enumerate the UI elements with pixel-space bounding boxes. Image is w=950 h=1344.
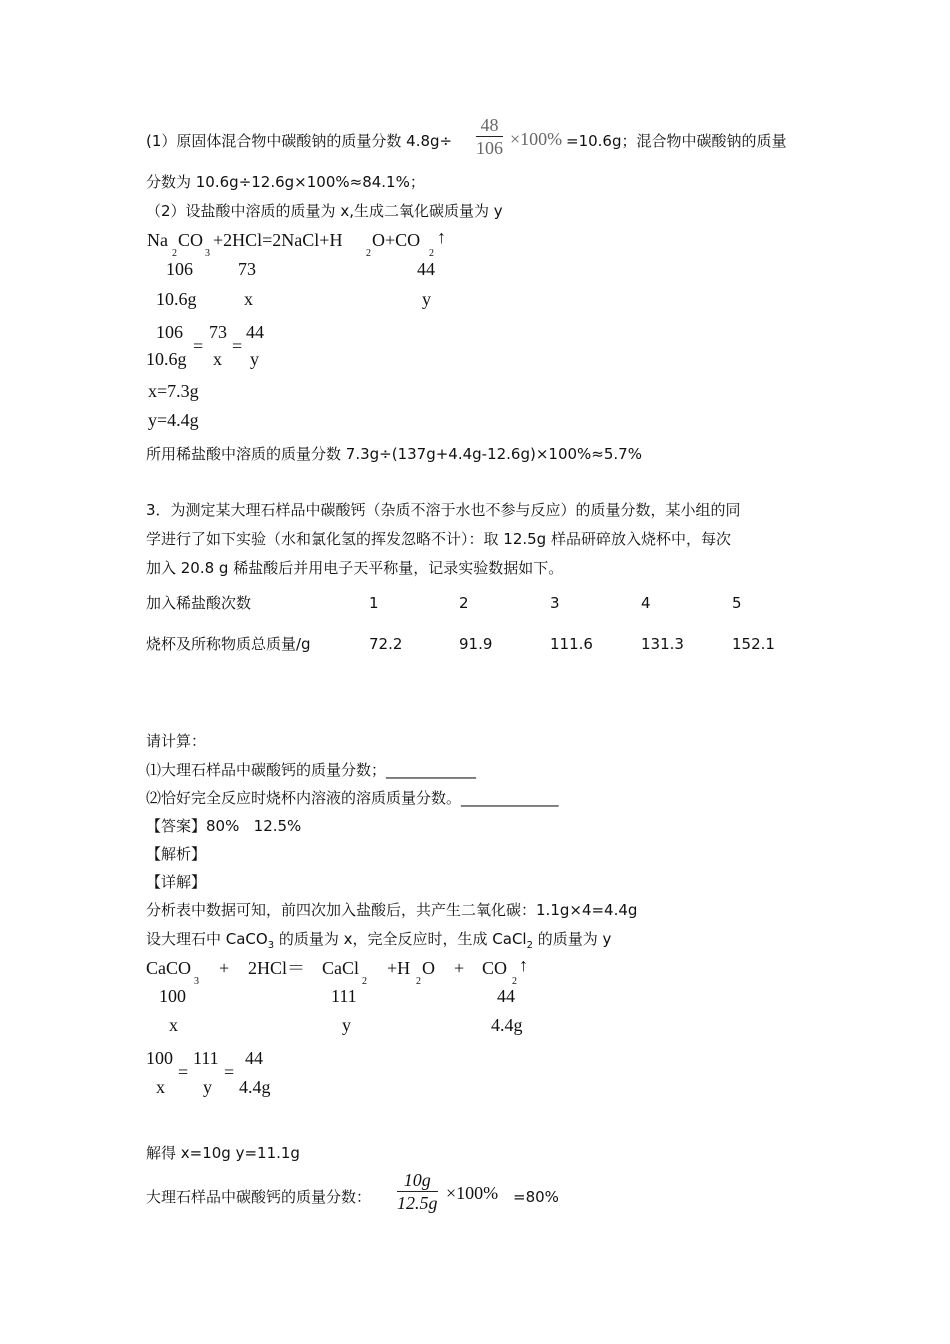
eq2-h: +H <box>387 958 411 978</box>
part1-line2: 分数为 10.6g÷12.6g×100%≈84.1%； <box>146 173 425 191</box>
table-cell: 131.3 <box>641 635 684 653</box>
fraction-numerator: 10g <box>403 1170 431 1190</box>
eq2-mass: 111 <box>331 986 357 1006</box>
eq1-mass: 44 <box>417 259 435 279</box>
table-cell: 152.1 <box>732 635 775 653</box>
ask-title: 请计算： <box>146 732 207 750</box>
ratio1-num: 73 <box>209 322 227 342</box>
eq2-mass: 100 <box>159 986 186 1006</box>
final-result: =80% <box>513 1188 559 1206</box>
eq2-value: y <box>342 1015 351 1035</box>
eq2-plus: + <box>219 958 230 978</box>
detail-text: 设大理石中 CaCO <box>146 930 268 948</box>
part1-conclusion: 所用稀盐酸中溶质的质量分数 7.3g÷(137g+4.4g-12.6g)×100%≈5.7% <box>146 445 642 463</box>
eq2-sub: 2 <box>512 976 517 987</box>
ratio2-num: 100 <box>146 1048 173 1068</box>
table-cell: 1 <box>369 594 379 612</box>
ratio1-equals: = <box>232 336 243 356</box>
eq1-sub: 2 <box>366 248 371 259</box>
answer-label: 【答案】 <box>146 817 207 835</box>
eq1-sub: 3 <box>205 248 210 259</box>
part1-line3: （2）设盐酸中溶质的质量为 x,生成二氧化碳质量为 y <box>146 202 503 220</box>
table-cell: 91.9 <box>459 635 493 653</box>
table-cell: 2 <box>459 594 469 612</box>
eq2-value: x <box>169 1015 178 1035</box>
detail-text: 的质量为 y <box>532 930 612 948</box>
ratio1-den: y <box>250 349 259 369</box>
eq2-sub: 2 <box>362 976 367 987</box>
detail-label: 【详解】 <box>146 873 207 891</box>
question3-line3: 加入 20.8 g 稀盐酸后并用电子天平称量，记录实验数据如下。 <box>146 559 564 577</box>
eq1-mid: +2HCl=2NaCl+H <box>213 230 343 250</box>
ratio2-den: 4.4g <box>239 1077 271 1097</box>
gas-arrow-icon: ↑ <box>437 227 446 247</box>
ratio2-equals: = <box>178 1062 189 1082</box>
ask-question2: ⑵恰好完全反应时烧杯内溶液的溶质质量分数。_____________ <box>146 789 559 807</box>
eq2-sub: 3 <box>194 976 199 987</box>
eq1-mass: 106 <box>166 259 193 279</box>
result-y: y=4.4g <box>148 410 199 430</box>
eq1-sub: 2 <box>172 248 177 259</box>
eq2-hcl: 2HCl＝ <box>248 958 306 978</box>
eq2-mass: 44 <box>497 986 515 1006</box>
table-cell: 72.2 <box>369 635 403 653</box>
fraction-numerator: 48 <box>480 115 499 135</box>
eq2-sub: 2 <box>416 976 421 987</box>
part1-line1-a: (1）原固体混合物中碳酸钠的质量分数 4.8g÷ <box>146 132 453 150</box>
fraction-denominator: 12.5g <box>397 1193 438 1213</box>
ratio1-num: 44 <box>246 322 264 342</box>
table-row2-label: 烧杯及所称物质总质量/g <box>146 635 311 653</box>
ask-question1: ⑴大理石样品中碳酸钙的质量分数；____________ <box>146 761 477 779</box>
table-row1-label: 加入稀盐酸次数 <box>146 594 252 612</box>
ratio1-den: x <box>213 349 222 369</box>
eq1-sub: 2 <box>429 248 434 259</box>
detail-line2 <box>146 929 611 956</box>
ratio2-num: 111 <box>193 1048 219 1068</box>
ratio1-den: 10.6g <box>146 349 187 369</box>
ratio1-num: 106 <box>156 322 183 342</box>
question3-line1: 3．为测定某大理石样品中碳酸钙（杂质不溶于水也不参与反应）的质量分数，某小组的同 <box>146 501 741 519</box>
eq2-caco: CaCO <box>146 958 191 978</box>
eq2-cacl: CaCl <box>322 958 360 978</box>
eq1-value: y <box>422 289 431 309</box>
eq1-value: x <box>244 289 253 309</box>
fraction-denominator: 106 <box>476 138 503 158</box>
answer-values: 80% 12.5% <box>206 817 302 835</box>
part1-line1-b: =10.6g；混合物中碳酸钠的质量 <box>566 132 787 150</box>
eq1-value: 10.6g <box>156 289 197 309</box>
detail-text: 的质量为 x，完全反应时，生成 CaCl <box>274 930 527 948</box>
subscript: 2 <box>526 940 533 951</box>
gas-arrow-icon: ↑ <box>519 955 528 975</box>
detail-line1: 分析表中数据可知，前四次加入盐酸后，共产生二氧化碳：1.1g×4=4.4g <box>146 901 638 919</box>
eq1-na: Na <box>147 230 168 250</box>
final-label: 大理石样品中碳酸钙的质量分数： <box>146 1188 372 1206</box>
question3-line2: 学进行了如下实验（水和氯化氢的挥发忽略不计）：取 12.5g 样品研碎放入烧杯中，每次 <box>146 530 731 548</box>
eq2-o: O <box>422 958 435 978</box>
eq1-o-co: O+CO <box>372 230 421 250</box>
ratio2-num: 44 <box>245 1048 263 1068</box>
answer-line <box>146 816 301 836</box>
eq2-value: 4.4g <box>491 1015 523 1035</box>
ratio2-den: y <box>203 1077 212 1097</box>
eq1-co: CO <box>178 230 204 250</box>
table-cell: 4 <box>641 594 651 612</box>
table-cell: 111.6 <box>550 635 593 653</box>
table-cell: 5 <box>732 594 742 612</box>
eq2-co: CO <box>482 958 508 978</box>
fraction-48-106 <box>476 115 503 158</box>
final-fraction <box>397 1170 438 1213</box>
final-times: ×100% <box>446 1183 499 1203</box>
eq2-plus: + <box>454 958 465 978</box>
eq1-mass: 73 <box>238 259 256 279</box>
subscript: 3 <box>267 940 275 951</box>
ratio2-equals: = <box>224 1062 235 1082</box>
solve-line: 解得 x=10g y=11.1g <box>146 1144 300 1162</box>
result-x: x=7.3g <box>148 381 199 401</box>
ratio2-den: x <box>156 1077 165 1097</box>
times-100-percent: ×100% <box>510 129 563 149</box>
analysis-label: 【解析】 <box>146 845 207 863</box>
table-cell: 3 <box>550 594 560 612</box>
ratio1-equals: = <box>193 336 204 356</box>
